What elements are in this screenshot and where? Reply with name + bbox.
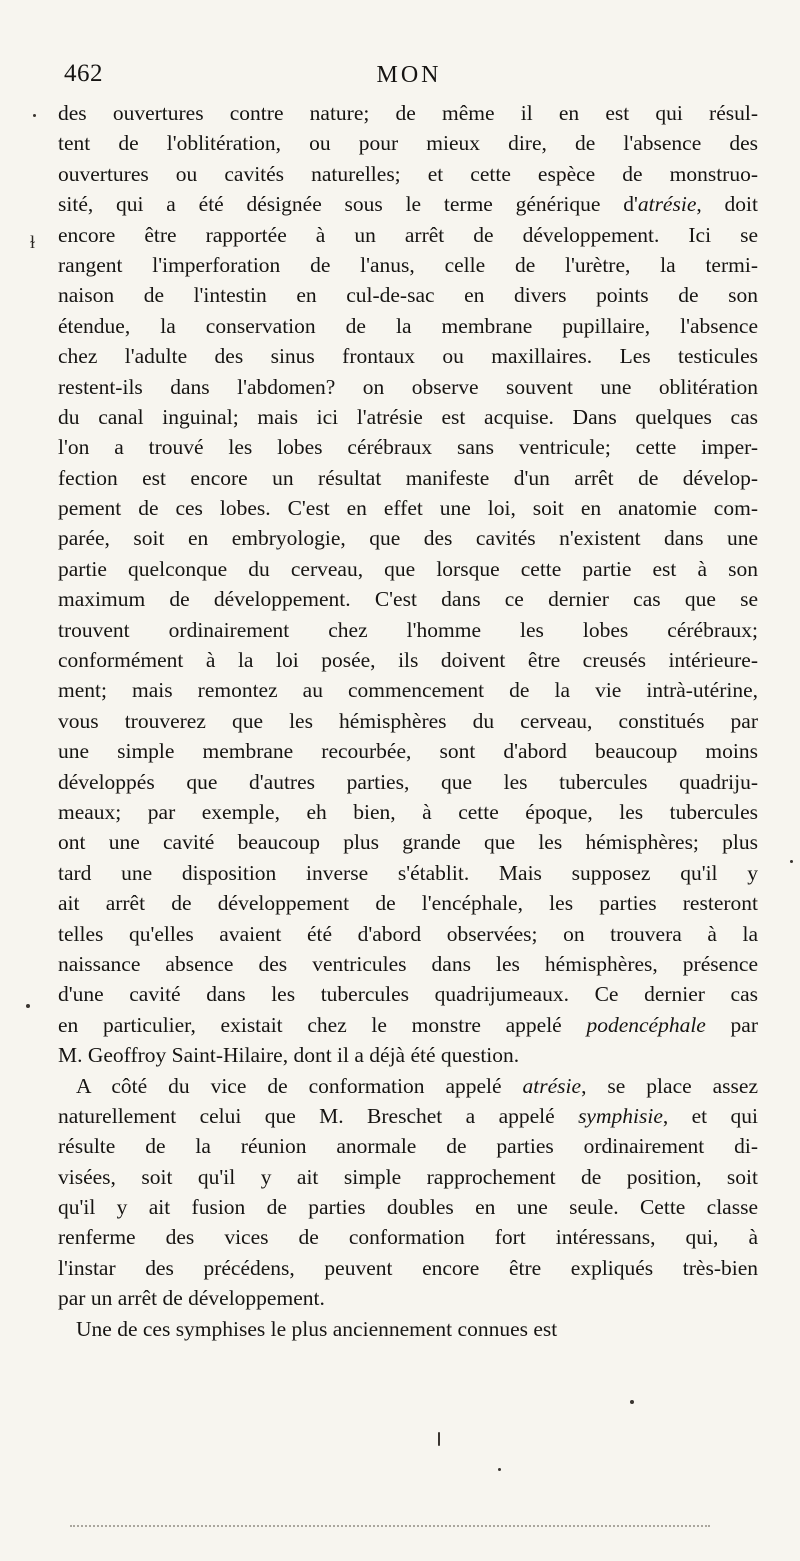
text-line: sité, qui a été désignée sous le terme générique d'atrésie, doit	[58, 192, 758, 217]
margin-mark: ɫ	[30, 232, 36, 252]
text-line: rangent l'imperforation de l'anus, celle de l'urètre, la termi-	[58, 252, 758, 277]
text-line: une simple membrane recourbée, sont d'abord beaucoup moins	[58, 739, 758, 764]
text-line: d'une cavité dans les tubercules quadrijumeaux. Ce dernier cas	[58, 982, 758, 1007]
page-number: 462	[64, 60, 103, 87]
ink-speck	[33, 114, 36, 117]
text-line: développés que d'autres parties, que les tubercules quadriju-	[58, 769, 758, 794]
text-line: ont une cavité beaucoup plus grande que les hémisphères; plus	[58, 830, 758, 855]
text-line: trouvent ordinairement chez l'homme les lobes cérébraux;	[58, 617, 758, 642]
page-header	[64, 60, 754, 96]
paragraph	[58, 1314, 758, 1344]
ink-speck	[438, 1432, 440, 1446]
text-line: l'on a trouvé les lobes cérébraux sans ventricule; cette imper-	[58, 435, 758, 460]
text-line: tard une disposition inverse s'établit. Mais supposez qu'il y	[58, 860, 758, 885]
text-line: Une de ces symphises le plus anciennement connues est	[76, 1316, 558, 1341]
text-line: ment; mais remontez au commencement de la vie intrà-utérine,	[58, 678, 758, 703]
running-head: MON	[376, 62, 442, 88]
ink-speck	[498, 1468, 501, 1471]
text-line: étendue, la conservation de la membrane pupillaire, l'absence	[58, 313, 758, 338]
text-line: en particulier, existait chez le monstre appelé podencéphale par	[58, 1012, 758, 1037]
text-line: encore être rapportée à un arrêt de développement. Ici se	[58, 222, 758, 247]
text-line: A côté du vice de conformation appelé atrésie, se place assez	[76, 1073, 758, 1098]
text-line: pement de ces lobes. C'est en effet une loi, soit en anatomie com-	[58, 496, 758, 521]
bottom-bleed-through	[70, 1525, 710, 1531]
ink-speck	[26, 1004, 30, 1008]
text-line: naturellement celui que M. Breschet a appelé symphisie, et qui	[58, 1103, 758, 1128]
text-line: ait arrêt de développement de l'encéphale, les parties resteront	[58, 891, 758, 916]
text-line: visées, soit qu'il y ait simple rapprochement de position, soit	[58, 1164, 758, 1189]
text-line: telles qu'elles avaient été d'abord observées; on trouvera à la	[58, 921, 758, 946]
text-line: fection est encore un résultat manifeste d'un arrêt de dévelop-	[58, 465, 758, 490]
text-line: maximum de développement. C'est dans ce dernier cas que se	[58, 587, 758, 612]
ink-speck	[790, 860, 793, 863]
text-line: chez l'adulte des sinus frontaux ou maxillaires. Les testicules	[58, 344, 758, 369]
text-line: par un arrêt de développement.	[58, 1286, 325, 1311]
text-line: du canal inguinal; mais ici l'atrésie est acquise. Dans quelques cas	[58, 404, 758, 429]
text-line: naissance absence des ventricules dans les hémisphères, présence	[58, 951, 758, 976]
ink-speck	[630, 1400, 634, 1404]
text-line: naison de l'intestin en cul-de-sac en divers points de son	[58, 283, 758, 308]
text-line: des ouvertures contre nature; de même il en est qui résul-	[58, 101, 758, 125]
text-line: M. Geoffroy Saint-Hilaire, dont il a déjà été question.	[58, 1043, 520, 1068]
text-line: vous trouverez que les hémisphères du cerveau, constitués par	[58, 708, 758, 733]
text-line: meaux; par exemple, eh bien, à cette époque, les tubercules	[58, 799, 758, 824]
text-line: tent de l'oblitération, ou pour mieux dire, de l'absence des	[58, 131, 758, 156]
paragraph	[58, 98, 758, 1071]
text-line: parée, soit en embryologie, que des cavités n'existent dans une	[58, 526, 758, 551]
text-line: qu'il y ait fusion de parties doubles en une seule. Cette classe	[58, 1195, 758, 1220]
text-line: conformément à la loi posée, ils doivent être creusés intérieure-	[58, 648, 758, 673]
text-line: restent-ils dans l'abdomen? on observe souvent une oblitération	[58, 374, 758, 399]
text-line: renferme des vices de conformation fort intéressans, qui, à	[58, 1225, 758, 1250]
paragraph	[58, 1071, 758, 1314]
text-line: partie quelconque du cerveau, que lorsque cette partie est à son	[58, 556, 758, 581]
text-line: résulte de la réunion anormale de parties ordinairement di-	[58, 1134, 758, 1159]
text-line: ouvertures ou cavités naturelles; et cette espèce de monstruo-	[58, 161, 758, 186]
text-line: l'instar des précédens, peuvent encore être expliqués très-bien	[58, 1255, 758, 1280]
body-text	[58, 98, 758, 1344]
